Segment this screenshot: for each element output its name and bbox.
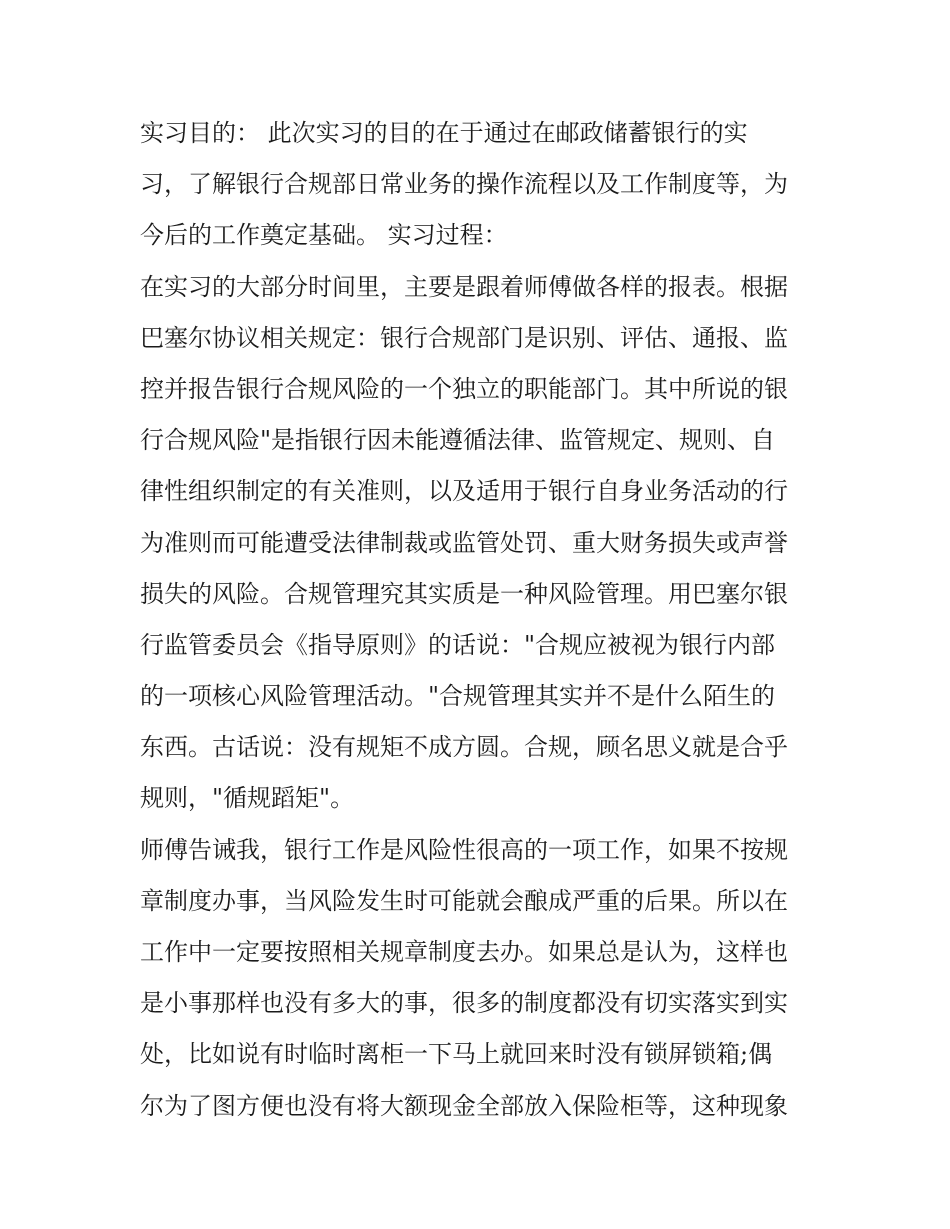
- text-line: 控并报告银行合规风险的一个独立的职能部门。其中所说的银: [140, 374, 788, 403]
- text-line: 工作中一定要按照相关规章制度去办。如果总是认为，这样也: [140, 938, 788, 966]
- text-line: 是小事那样也没有多大的事，很多的制度都没有切实落实到实: [140, 989, 788, 1018]
- text-line: 为准则而可能遭受法律制裁或监管处罚、重大财务损失或声誉: [140, 528, 788, 557]
- text-line: 章制度办事，当风险发生时可能就会酿成严重的后果。所以在: [140, 886, 788, 915]
- text-line: 损失的风险。合规管理究其实质是一种风险管理。用巴塞尔银: [140, 579, 788, 608]
- text-line: 行监管委员会《指导原则》的话说："合规应被视为银行内部: [140, 630, 776, 659]
- text-line: 习，了解银行合规部日常业务的操作流程以及工作制度等，为: [140, 170, 788, 199]
- text-line: 律性组织制定的有关准则，以及适用于银行自身业务活动的行: [140, 477, 788, 506]
- text-line: 今后的工作奠定基础。 实习过程：: [140, 221, 508, 250]
- text-line: 行合规风险"是指银行因未能遵循法律、监管规定、规则、自: [140, 426, 776, 455]
- text-line: 规则，"循规蹈矩"。: [140, 784, 355, 813]
- text-line: 巴塞尔协议相关规定：银行合规部门是识别、评估、通报、监: [140, 323, 788, 352]
- text-line: 处，比如说有时临时离柜一下马上就回来时没有锁屏锁箱;偶: [140, 1040, 773, 1069]
- document-body: [140, 108, 820, 1132]
- text-line: 尔为了图方便也没有将大额现金全部放入保险柜等，这种现象: [140, 1091, 788, 1120]
- text-line: 实习目的： 此次实习的目的在于通过在邮政储蓄银行的实: [140, 119, 748, 147]
- text-line: 师傅告诫我，银行工作是风险性很高的一项工作，如果不按规: [140, 835, 788, 864]
- text-line: 东西。古话说：没有规矩不成方圆。合规，顾名思义就是合乎: [140, 733, 788, 762]
- text-line: 在实习的大部分时间里，主要是跟着师傅做各样的报表。根据: [140, 272, 788, 301]
- text-line: 的一项核心风险管理活动。"合规管理其实并不是什么陌生的: [140, 682, 776, 711]
